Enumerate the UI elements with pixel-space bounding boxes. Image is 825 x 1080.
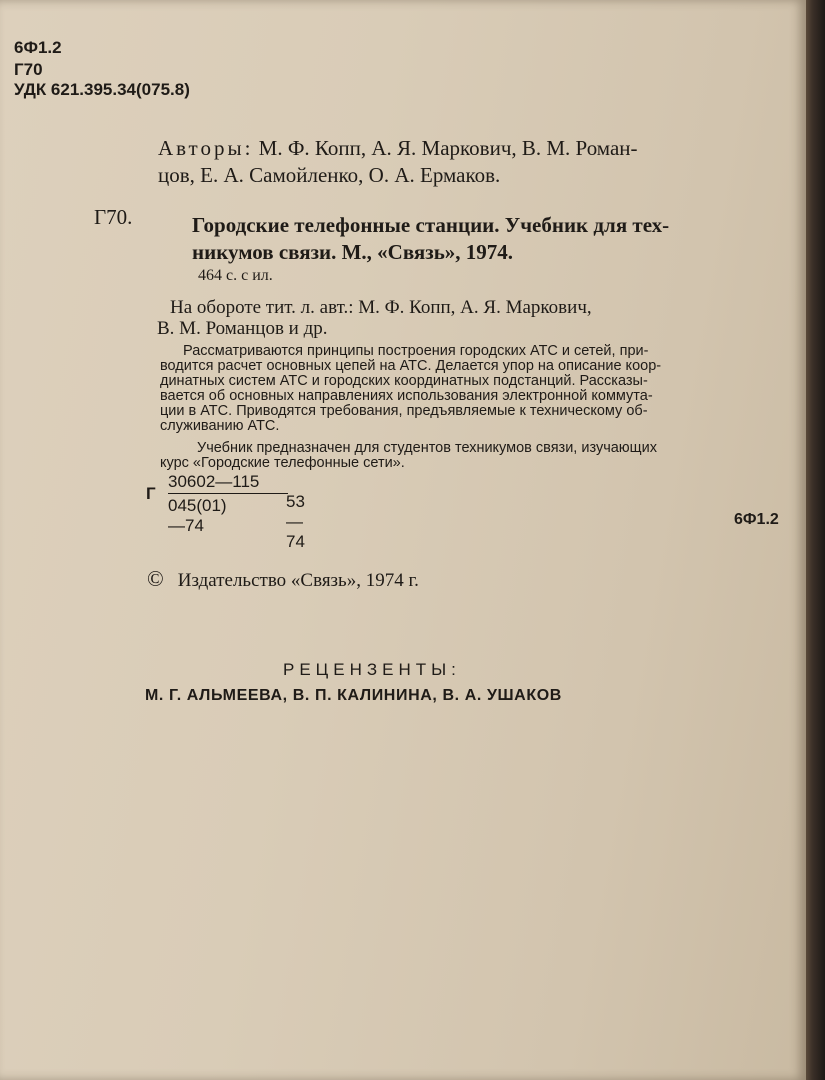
verso-line-2: В. М. Романцов и др. [157,318,328,339]
authors-line-2: цов, Е. А. Самойленко, О. А. Ермаков. [158,163,501,187]
authors-names-1: М. Ф. Копп, А. Я. Маркович, В. М. Роман- [258,136,638,160]
bbk-numerator: 30602—115 [168,472,288,494]
abstract-line: Учебник предназначен для студентов техникумов связи, изучающих [197,440,657,456]
verso-line-1: На обороте тит. л. авт.: М. Ф. Копп, А. Я. Маркович, [170,297,592,318]
abstract-line: Рассматриваются принципы построения городских АТС и сетей, при- [183,343,649,359]
reviewers-heading: РЕЦЕНЗЕНТЫ: [283,660,461,679]
abstract-line: вается об основных направлениях использования электронной коммута- [160,388,653,404]
catalog-code: Г70 [14,60,43,79]
bbk-suffix: 53—74 [286,492,305,551]
authors-label: Авторы: [158,136,254,160]
classification-code-right: 6Ф1.2 [734,511,779,528]
copyright-icon: © [147,566,164,591]
authors-line-1 [158,136,638,161]
bbk-letter: Г [146,484,156,503]
classification-code: 6Ф1.2 [14,38,62,57]
abstract-line: служиванию АТС. [160,418,280,434]
book-gutter [806,0,825,1080]
page-count: 464 с. с ил. [198,267,273,284]
copyright-line [147,566,419,592]
book-title-line-2: никумов связи. М., «Связь», 1974. [192,240,514,264]
entry-code: Г70. [94,205,133,229]
abstract-line: динатных систем АТС и городских координатных подстанций. Рассказы- [160,373,648,389]
book-title-line-1: Городские телефонные станции. Учебник для тех- [192,213,670,237]
abstract-line: курс «Городские телефонные сети». [160,455,405,471]
udc-code: УДК 621.395.34(075.8) [14,80,190,99]
abstract-line: ции в АТС. Приводятся требования, предъявляемые к техническому об- [160,403,648,419]
copyright-text: Издательство «Связь», 1974 г. [177,570,419,591]
abstract-line: водится расчет основных цепей на АТС. Делается упор на описание коор- [160,358,662,374]
bbk-denominator: 045(01)—74 [168,496,227,535]
reviewers-names: М. Г. АЛЬМЕЕВА, В. П. КАЛИНИНА, В. А. УШАКОВ [145,687,562,704]
